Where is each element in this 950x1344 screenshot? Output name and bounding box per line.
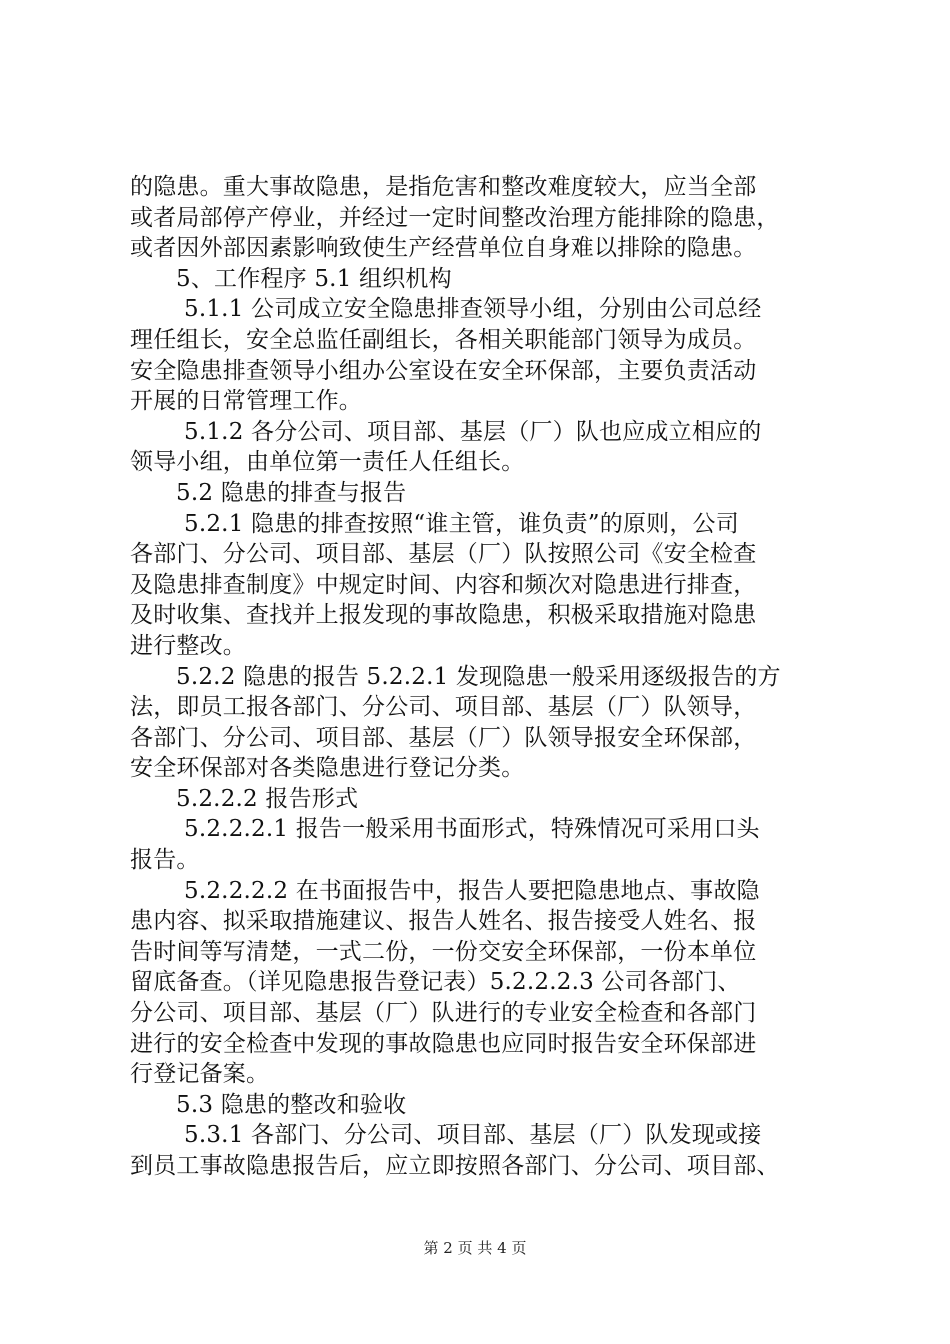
text-line: 留底备查。（详见隐患报告登记表）5.2.2.2.3 公司各部门、 (130, 969, 741, 996)
section-heading: 5.3 隐患的整改和验收 (176, 1091, 407, 1118)
text-line: 安全环保部对各类隐患进行登记分类。 (130, 755, 525, 782)
text-line: 或者局部停产停业，并经过一定时间整改治理方能排除的隐患， (130, 204, 780, 231)
text-line: 报告。 (130, 847, 200, 874)
text-line: 各部门、分公司、项目部、基层（厂）队按照公司《安全检查 (130, 541, 757, 568)
text-line: 进行的安全检查中发现的事故隐患也应同时报告安全环保部进 (130, 1030, 757, 1057)
text-line: 安全隐患排查领导小组办公室设在安全环保部，主要负责活动 (130, 357, 757, 384)
text-line: 进行整改。 (130, 632, 246, 659)
text-line: 5.1.2 各分公司、项目部、基层（厂）队也应成立相应的 (184, 418, 762, 445)
section-heading: 5.2 隐患的排查与报告 (176, 479, 407, 506)
text-line: 5.2.2.2.1 报告一般采用书面形式，特殊情况可采用口头 (184, 816, 760, 843)
text-line: 及时收集、查找并上报发现的事故隐患，积极采取措施对隐患 (130, 602, 757, 629)
text-line: 分公司、项目部、基层（厂）队进行的专业安全检查和各部门 (130, 1000, 757, 1027)
text-line: 5.2.2 隐患的报告 5.2.2.1 发现隐患一般采用逐级报告的方 (176, 663, 781, 690)
text-line: 理任组长，安全总监任副组长，各相关职能部门领导为成员。 (130, 326, 757, 353)
text-line: 的隐患。重大事故隐患，是指危害和整改难度较大，应当全部 (130, 174, 757, 200)
text-line: 告时间等写清楚，一式二份，一份交安全环保部，一份本单位 (130, 938, 757, 965)
section-heading: 5.2.2.2 报告形式 (176, 785, 359, 812)
document-body (130, 172, 830, 1182)
page-number-footer: 第 2 页 共 4 页 (423, 1239, 527, 1257)
text-line: 5.2.2.2.2 在书面报告中，报告人要把隐患地点、事故隐 (184, 877, 760, 904)
text-line: 开展的日常管理工作。 (130, 388, 362, 415)
text-line: 领导小组，由单位第一责任人任组长。 (130, 449, 525, 476)
text-line: 5.2.1 隐患的排查按照“谁主管，谁负责”的原则，公司 (184, 510, 739, 537)
text-line: 5.3.1 各部门、分公司、项目部、基层（厂）队发现或接 (184, 1122, 762, 1149)
text-line: 或者因外部因素影响致使生产经营单位自身难以排除的隐患。 (130, 235, 757, 262)
text-line: 各部门、分公司、项目部、基层（厂）队领导报安全环保部， (130, 724, 757, 751)
text-line: 到员工事故隐患报告后，应立即按照各部门、分公司、项目部、 (130, 1153, 780, 1179)
text-line: 患内容、拟采取措施建议、报告人姓名、报告接受人姓名、报 (130, 908, 757, 935)
text-line: 行登记备案。 (130, 1061, 270, 1088)
text-line: 及隐患排查制度》中规定时间、内容和频次对隐患进行排查， (130, 571, 757, 598)
text-line: 法，即员工报各部门、分公司、项目部、基层（厂）队领导， (130, 694, 757, 721)
section-heading: 5、工作程序 5.1 组织机构 (176, 265, 452, 292)
text-line: 5.1.1 公司成立安全隐患排查领导小组，分别由公司总经 (184, 296, 762, 323)
